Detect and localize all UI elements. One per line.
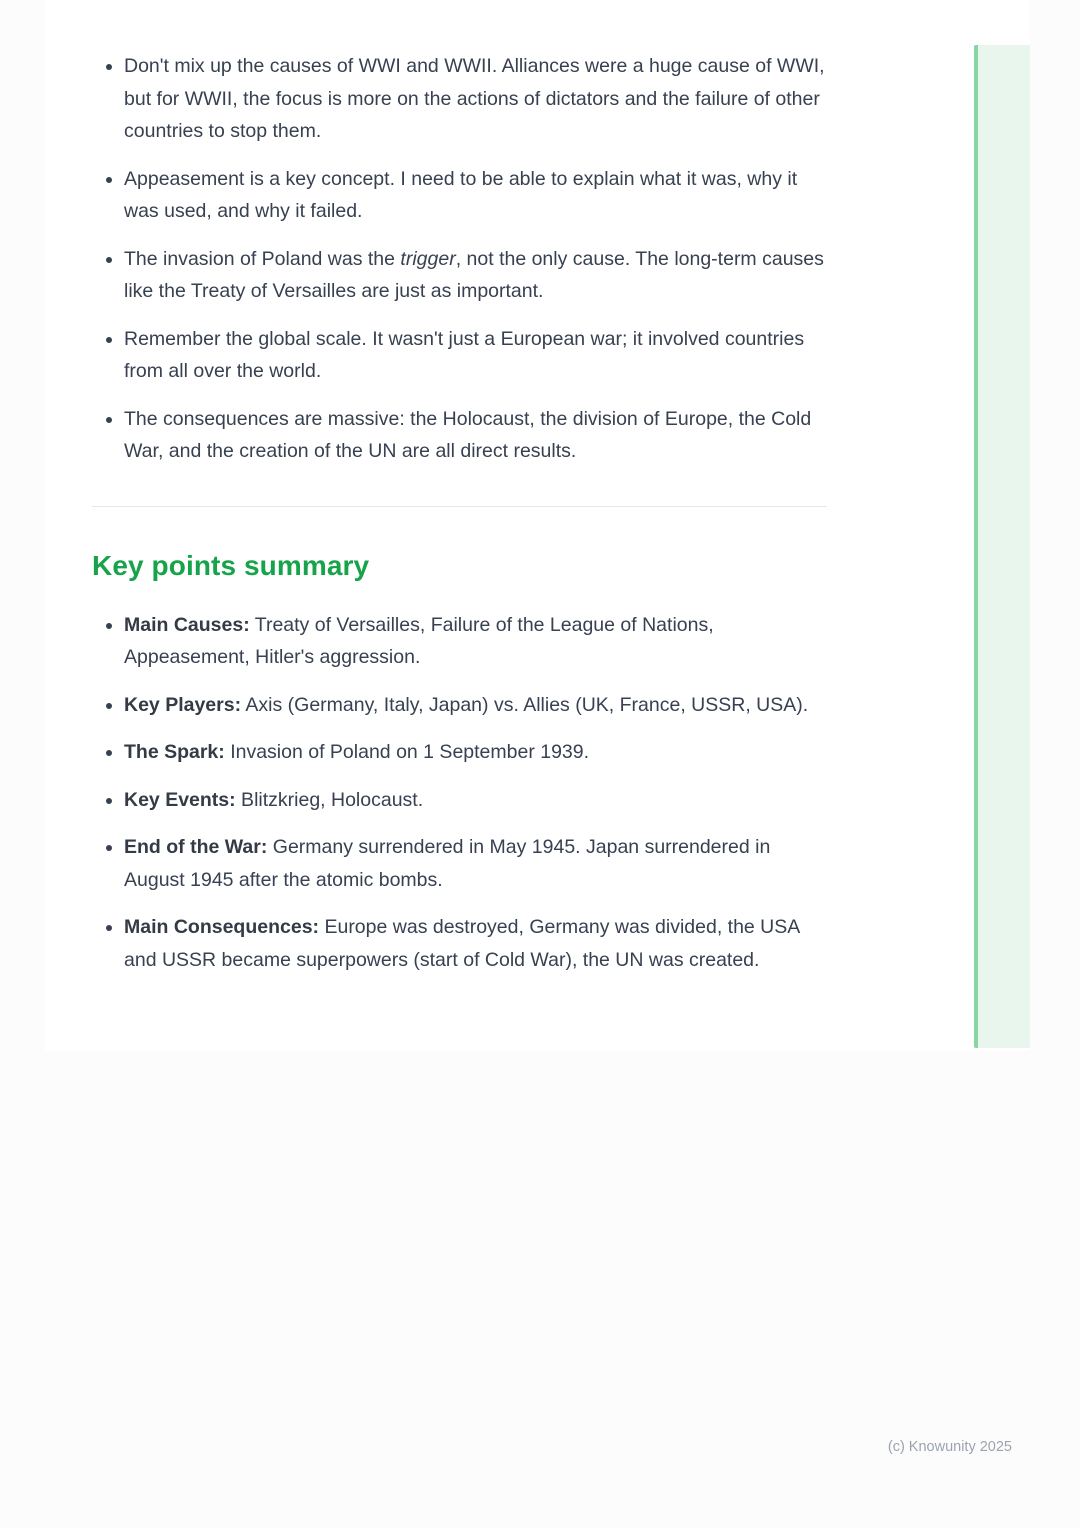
key-point-item	[124, 609, 827, 674]
tip-text: The invasion of Poland was the	[124, 247, 401, 270]
key-point-item	[124, 736, 827, 769]
key-point-text: Germany surrendered in May 1945. Japan surrendered in August 1945 after the atomic bombs.	[124, 836, 771, 891]
key-point-label: End of the War:	[124, 836, 268, 858]
key-point-text: Treaty of Versailles, Failure of the League of Nations, Appeasement, Hitler's aggression.	[124, 613, 714, 668]
key-point-label: Main Consequences:	[124, 916, 320, 938]
note-content	[45, 0, 827, 976]
exam-tips-list	[92, 50, 827, 468]
key-point-label: Key Events:	[124, 788, 236, 811]
key-point-label: Main Causes:	[124, 613, 250, 636]
note-page-card	[45, 0, 1030, 1050]
copyright-notice: (c) Knowunity 2025	[887, 1439, 1012, 1455]
key-points-heading: Key points summary	[92, 549, 370, 581]
tip-text: Appeasement is a key concept. I need to be able to explain what it was, why it was used, and why it failed.	[124, 167, 798, 222]
tip-text: Don't mix up the causes of WWI and WWII. Alliances were a huge cause of WWI, but for WWII, the focus is more on the actions of dictators and the failure of other countries to stop them.	[124, 55, 825, 142]
decorative-green-strip	[974, 45, 1030, 1048]
key-point-text: Europe was destroyed, Germany was divided, the USA and USSR became superpowers (start of Cold War), the UN was created.	[124, 916, 800, 971]
tip-text: Remember the global scale. It wasn't just a European war; it involved countries from all over the world.	[124, 327, 805, 382]
tip-item	[124, 323, 827, 388]
key-point-text: Invasion of Poland on 1 September 1939.	[224, 741, 590, 763]
tip-text: , not the only cause. The long-term causes like the Treaty of Versailles are just as important.	[124, 247, 824, 302]
key-point-text: Blitzkrieg, Holocaust.	[235, 788, 424, 811]
key-point-item	[124, 831, 827, 896]
section-divider	[92, 506, 827, 507]
tip-item	[124, 403, 827, 468]
key-point-text: Axis (Germany, Italy, Japan) vs. Allies (UK, France, USSR, USA).	[241, 693, 809, 716]
tip-italic-text: trigger	[400, 247, 456, 270]
tip-item	[124, 50, 827, 148]
tip-text: The consequences are massive: the Holocaust, the division of Europe, the Cold War, and the creation of the UN are all direct results.	[124, 407, 812, 462]
key-point-label: Key Players:	[124, 693, 242, 716]
key-point-item	[124, 689, 827, 722]
key-point-label: The Spark:	[124, 741, 225, 763]
key-point-item	[124, 784, 827, 817]
key-point-item	[124, 911, 827, 976]
tip-item	[124, 243, 827, 308]
key-points-list	[92, 609, 827, 977]
tip-item	[124, 163, 827, 228]
